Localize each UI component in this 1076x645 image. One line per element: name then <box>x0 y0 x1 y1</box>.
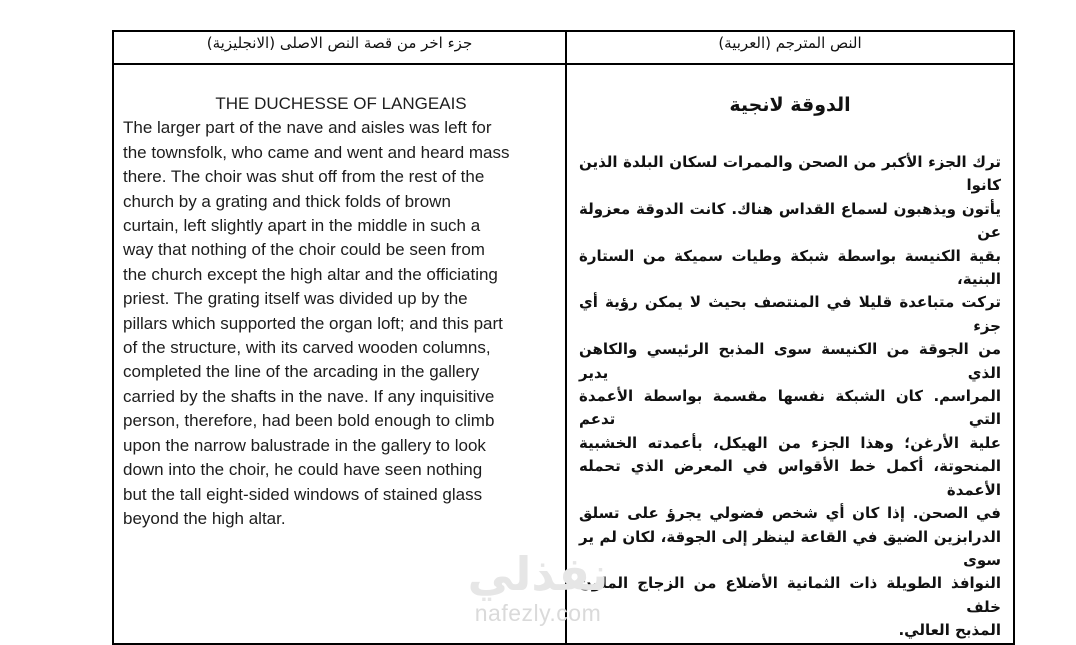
header-translated-text-column: النص المترجم (العربية) <box>566 31 1014 64</box>
text-line: pillars which supported the organ loft; and this part <box>123 313 503 333</box>
text-line: beyond the high altar. <box>123 508 286 528</box>
text-line: down into the choir, he could have seen nothing <box>123 460 483 480</box>
table-body-row <box>113 64 1014 644</box>
text-line: في الصحن. إذا كان أي شخص فضولي يجرؤ على تسلق <box>579 504 1001 523</box>
text-line: but the tall eight-sided windows of stained glass <box>123 484 483 504</box>
text-line: the townsfolk, who came and went and heard mass <box>123 142 510 162</box>
text-line: completed the line of the arcading in the gallery <box>123 362 480 382</box>
text-line: person, therefore, had been bold enough to climb <box>123 411 495 431</box>
text-line: priest. The grating itself was divided up by the <box>123 289 468 309</box>
text-line: تركت متباعدة قليلا في المنتصف بحيث لا يمكن رؤية أي جزء <box>579 293 1001 335</box>
text-line: curtain, left slightly apart in the middle in such a <box>123 216 481 236</box>
text-line: علية الأرغن؛ وهذا الجزء من الهيكل، بأعمدته الخشبية <box>579 433 1001 452</box>
text-line: من الجوقة من الكنيسة سوى المذبح الرئيسي والكاهن الذي يدير <box>579 340 1001 382</box>
text-line: of the structure, with its carved wooden columns, <box>123 338 491 358</box>
text-line: المنحوتة، أكمل خط الأقواس في المعرض الذي تحمله الأعمدة <box>579 457 1001 499</box>
text-line: The larger part of the nave and aisles was left for <box>123 118 492 138</box>
table-header-row <box>113 31 1014 64</box>
text-line: church by a grating and thick folds of brown <box>123 191 451 211</box>
text-line: the church except the high altar and the officiating <box>123 264 498 284</box>
text-line: المذبح العالي. <box>898 621 1001 640</box>
text-line: يأتون ويذهبون لسماع القداس هناك. كانت الدوقة معزولة عن <box>579 199 1001 242</box>
text-line: النوافذ الطويلة ذات الثمانية الأضلاع من الزجاج الملون خلف <box>579 574 1001 616</box>
arabic-title: الدوقة لانجية <box>729 94 851 116</box>
watermark-site-url: nafezly.com <box>474 600 602 626</box>
english-title: THE DUCHESSE OF LANGEAIS <box>215 94 467 113</box>
text-line: carried by the shafts in the nave. If any inquisitive <box>123 386 495 406</box>
translation-table <box>112 30 1015 645</box>
text-line: بقية الكنيسة بواسطة شبكة وطيات سميكة من الستارة البنية، <box>579 246 1001 289</box>
nafezly-logo: نفذلي <box>467 547 609 601</box>
arabic-text-cell <box>566 64 1014 644</box>
english-body-text <box>123 116 559 531</box>
arabic-body-text <box>579 151 1001 643</box>
text-line: المراسم. كان الشبكة نفسها مقسمة بواسطة الأعمدة التي تدعم <box>579 387 1001 429</box>
text-line: there. The choir was shut off from the rest of the <box>123 167 485 187</box>
text-line: ترك الجزء الأكبر من الصحن والممرات لسكان البلدة الذين كانوا <box>579 153 1001 195</box>
text-line: الدرابزين الضيق في القاعة لينظر إلى الجوقة، لكان لم ير سوى <box>579 527 1001 569</box>
text-line: upon the narrow balustrade in the gallery to look <box>123 435 486 455</box>
header-original-text-column: جزء اخر من قصة النص الاصلى (الانجليزية) <box>113 31 566 64</box>
english-text-cell <box>113 64 566 644</box>
text-line: way that nothing of the choir could be seen from <box>123 240 485 260</box>
